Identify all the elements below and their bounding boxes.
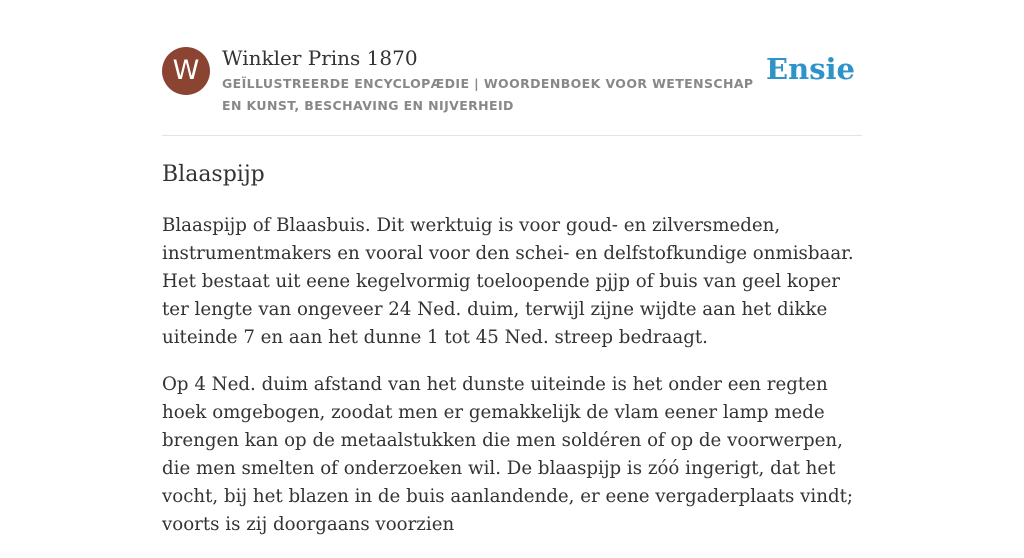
source-title[interactable]: Winkler Prins 1870 <box>222 46 418 70</box>
article-paragraph: Blaaspijp of Blaasbuis. Dit werktuig is voor goud- en zilversmeden, instrumentmakers en vooral voor den schei- en delfstofkundige onmisbaar. Het bestaat uit eene kegelvormig toeloopende pjjp of buis van geel koper ter lengte van ongeveer 24 Ned. duim, terwijl zijne wijdte aan het dikke uiteinde 7 en aan het dunne 1 tot 45 Ned. streep bedraagt. <box>162 215 854 348</box>
source-subtitle: GEÏLLUSTREERDE ENCYCLOPÆDIE | WOORDENBOEK VOOR WETENSCHAP EN KUNST, BESCHAVING EN NIJVERHEID <box>222 76 754 113</box>
article-title: Blaaspijp <box>162 162 265 187</box>
header-divider <box>162 135 862 136</box>
source-avatar[interactable]: W <box>162 47 210 95</box>
ensie-logo[interactable]: Ensie <box>766 52 855 86</box>
article-paragraph: Op 4 Ned. duim afstand van het dunste uiteinde is het onder een regten hoek omgebogen, zoodat men er gemakkelijk de vlam eener lamp mede brengen kan op de metaalstukken die men soldéren of op de voorwerpen, die men smelten of onderzoeken wil. De blaaspijp is zóó ingerigt, dat het vocht, bij het blazen in de buis aanlandende, er eene vergaderplaats vindt; voorts is zij doorgaans voorzien <box>162 374 854 535</box>
source-header <box>162 46 862 116</box>
article-body <box>162 212 862 558</box>
